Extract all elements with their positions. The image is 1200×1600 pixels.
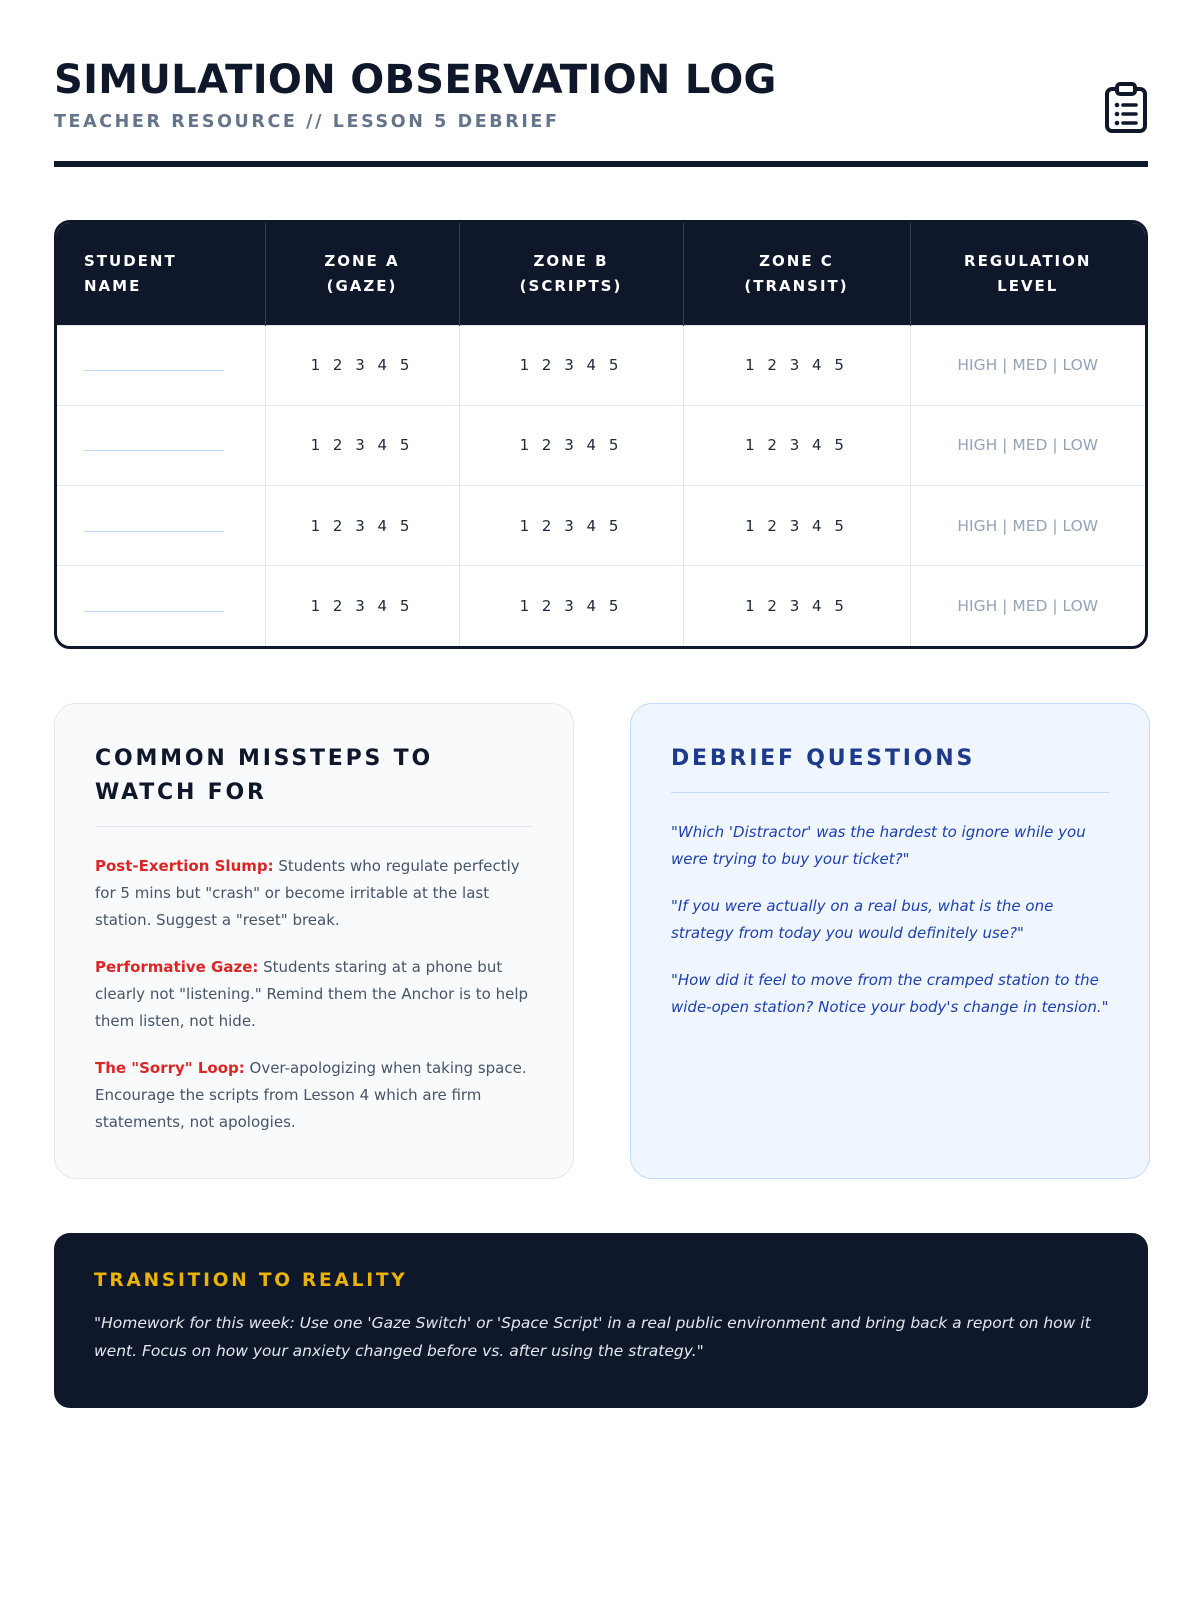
zone-c-rating[interactable]: 1 2 3 4 5 bbox=[683, 566, 910, 646]
misstep-label: The "Sorry" Loop: bbox=[95, 1059, 245, 1077]
header bbox=[54, 55, 1148, 169]
header-student-name: STUDENT NAME bbox=[57, 223, 265, 325]
debrief-question: "How did it feel to move from the cramped station to the wide-open station? Notice your body's change in tension." bbox=[671, 971, 1109, 1016]
page-title: SIMULATION OBSERVATION LOG bbox=[54, 57, 777, 103]
zone-b-rating[interactable]: 1 2 3 4 5 bbox=[459, 405, 683, 485]
observation-table bbox=[54, 220, 1148, 649]
missteps-title: COMMON MISSTEPS TO WATCH FOR bbox=[95, 742, 533, 827]
debrief-title: DEBRIEF QUESTIONS bbox=[671, 742, 1109, 793]
zone-b-rating[interactable]: 1 2 3 4 5 bbox=[459, 325, 683, 405]
table-header-row bbox=[57, 223, 1145, 325]
student-name-field[interactable] bbox=[57, 325, 265, 405]
zone-c-rating[interactable]: 1 2 3 4 5 bbox=[683, 325, 910, 405]
table-row bbox=[57, 486, 1145, 566]
header-regulation-level: REGULATION LEVEL bbox=[964, 251, 1092, 295]
misstep-text: Students staring at a phone but clearly not "listening." Remind them the Anchor is to help them listen, not hide. bbox=[95, 958, 529, 1030]
zone-c-rating[interactable]: 1 2 3 4 5 bbox=[683, 486, 910, 566]
misstep-text: Students who regulate perfectly for 5 mins but "crash" or become irritable at the last station. Suggest a "reset" break. bbox=[95, 857, 520, 929]
student-name-field[interactable] bbox=[57, 405, 265, 485]
clipboard-list-icon bbox=[1104, 81, 1148, 133]
regulation-level-choice[interactable]: HIGH | MED | LOW bbox=[910, 566, 1145, 646]
transition-text: "Homework for this week: Use one 'Gaze Switch' or 'Space Script' in a real public environment and bring back a report on how it went. Focus on how your anxiety changed before vs. after using the strategy." bbox=[94, 1314, 1091, 1360]
header-zone-b: ZONE B (SCRIPTS) bbox=[459, 223, 683, 325]
page-subtitle: TEACHER RESOURCE // LESSON 5 DEBRIEF bbox=[54, 112, 560, 132]
regulation-level-choice[interactable]: HIGH | MED | LOW bbox=[910, 325, 1145, 405]
student-name-field[interactable] bbox=[57, 566, 265, 646]
header-divider bbox=[54, 161, 1148, 167]
debrief-card bbox=[630, 703, 1150, 1179]
zone-c-rating[interactable]: 1 2 3 4 5 bbox=[683, 405, 910, 485]
zone-a-rating[interactable]: 1 2 3 4 5 bbox=[265, 325, 459, 405]
debrief-question: "If you were actually on a real bus, what is the one strategy from today you would definitely use?" bbox=[671, 897, 1054, 942]
zone-b-rating[interactable]: 1 2 3 4 5 bbox=[459, 486, 683, 566]
zone-b-rating[interactable]: 1 2 3 4 5 bbox=[459, 566, 683, 646]
missteps-card bbox=[54, 703, 574, 1179]
zone-a-rating[interactable]: 1 2 3 4 5 bbox=[265, 566, 459, 646]
transition-banner bbox=[54, 1233, 1148, 1408]
zone-a-rating[interactable]: 1 2 3 4 5 bbox=[265, 486, 459, 566]
header-zone-c: ZONE C (TRANSIT) bbox=[683, 223, 910, 325]
transition-title: TRANSITION TO REALITY bbox=[94, 1270, 408, 1291]
misstep-text: Over-apologizing when taking space. Encourage the scripts from Lesson 4 which are firm statements, not apologies. bbox=[95, 1059, 527, 1131]
debrief-question: "Which 'Distractor' was the hardest to ignore while you were trying to buy your ticket?" bbox=[671, 823, 1086, 868]
misstep-label: Performative Gaze: bbox=[95, 958, 259, 976]
header-zone-a: ZONE A (GAZE) bbox=[265, 223, 459, 325]
table-row bbox=[57, 566, 1145, 646]
table-row bbox=[57, 405, 1145, 485]
regulation-level-choice[interactable]: HIGH | MED | LOW bbox=[910, 486, 1145, 566]
misstep-label: Post-Exertion Slump: bbox=[95, 857, 274, 875]
zone-a-rating[interactable]: 1 2 3 4 5 bbox=[265, 405, 459, 485]
student-name-field[interactable] bbox=[57, 486, 265, 566]
misstep-item bbox=[95, 1055, 533, 1136]
misstep-item bbox=[95, 853, 533, 934]
table-row bbox=[57, 325, 1145, 405]
misstep-item bbox=[95, 954, 533, 1035]
regulation-level-choice[interactable]: HIGH | MED | LOW bbox=[910, 405, 1145, 485]
